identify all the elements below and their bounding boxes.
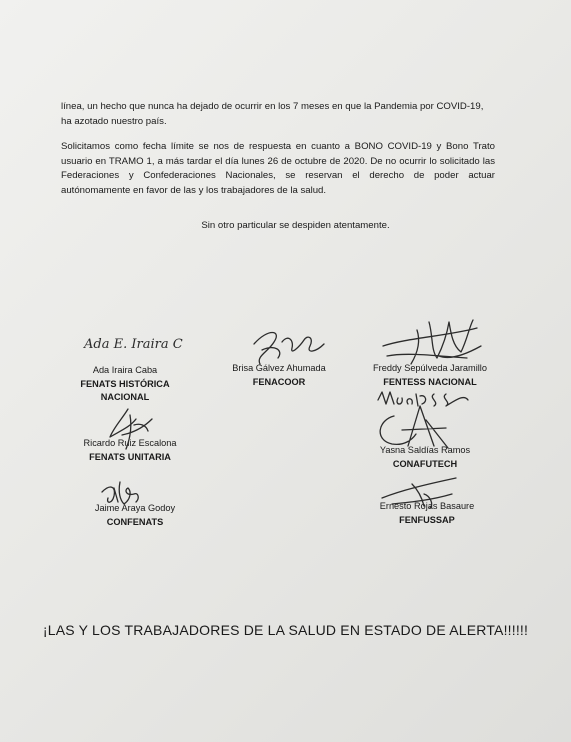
handwritten-signature-ada: Ada E. Iraira C: [84, 337, 183, 352]
body-paragraph-2: Solicitamos como fecha límite se nos de respuesta en cuanto a BONO COVID-19 y Bono Trato usuario en TRAMO 1, a más tardar el día lunes 26 de octubre de 2020. De no ocurrir lo solicitado las Federaciones y Confederaciones Nacionales, se reservan el derecho de poder actuar autónomamente en favor de las y los trabajadores de la salud.: [61, 141, 495, 196]
handwritten-signature-ricardo: [100, 405, 160, 451]
signatory-name: Yasna Saldías Ramos: [379, 445, 471, 455]
handwritten-signature-freddy: [377, 316, 487, 368]
handwritten-signature-jaime: [98, 474, 142, 508]
signatory-org: FENACOOR: [252, 376, 306, 387]
signatory-name: Jaime Araya Godoy: [94, 503, 176, 513]
closing-line: Sin otro particular se despiden atentamente.: [201, 220, 390, 231]
signature-block-jaime: [70, 502, 200, 529]
signature-block-ada: [60, 337, 190, 405]
signatory-org: FENATS HISTÓRICA NACIONAL: [80, 378, 170, 402]
signatory-name: Freddy Sepúlveda Jaramillo: [373, 363, 487, 373]
signature-block-brisa: [218, 362, 340, 389]
signatory-org: CONFENATS: [106, 516, 164, 527]
signatory-name: Ricardo Ruiz Escalona: [83, 438, 177, 448]
body-paragraph-1: línea, un hecho que nunca ha dejado de ocurrir en los 7 meses en que la Pandemia por COVID-19, ha azotado nuestro país.: [61, 101, 484, 127]
signatory-org: CONAFUTECH: [392, 458, 458, 469]
signature-block-freddy: [355, 362, 505, 389]
signatory-name: Brisa Gálvez Ahumada: [232, 363, 326, 373]
signature-block-ernesto: [362, 500, 492, 527]
signatory-name: Ernesto Rojas Basaure: [379, 501, 475, 511]
alert-banner: ¡LAS Y LOS TRABAJADORES DE LA SALUD EN ESTADO DE ALERTA!!!!!!: [42, 622, 529, 638]
signatory-org: FENTESS NACIONAL: [383, 376, 477, 387]
handwritten-signature-brisa: [248, 326, 328, 368]
signatory-org: FENATS UNITARIA: [89, 451, 171, 462]
handwritten-signature-yasna: [368, 390, 478, 450]
handwritten-signature-ernesto: [372, 474, 462, 508]
signatory-org: FENFUSSAP: [399, 514, 455, 525]
signature-block-yasna: [360, 444, 490, 471]
signatory-name: Ada Iraira Caba: [92, 365, 158, 375]
signature-block-ricardo: [60, 437, 200, 464]
